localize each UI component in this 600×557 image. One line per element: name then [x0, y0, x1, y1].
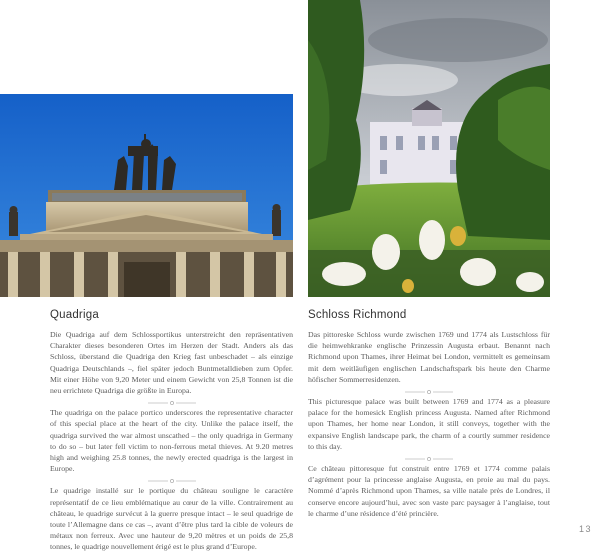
quadriga-paragraph-de: Die Quadriga auf dem Schlossportikus unterstreicht den repräsentativen Charakter dieses besonderen Ortes im Herzen der Stadt. Anders als das Schloss, überstand die Quadriga den Krieg fast unbeschadet – als einzige Quadriga Deutschlands –, fiel später jedoch Buntmetalldieben zum Opfer. Mit einer Höhe von 9,20 Meter und einem Gewicht von 25,8 Tonnen ist die neu errichtete Quadriga die größte in Europa.: [50, 330, 293, 396]
ornamental-divider-icon: [308, 452, 550, 463]
quadriga-heading: Quadriga: [50, 309, 99, 321]
schloss-richmond-heading: Schloss Richmond: [308, 309, 407, 321]
quadriga-paragraph-en: The quadriga on the palace portico underscores the representative character of this special place at the heart of the city. Unlike the palace itself, the quadriga survived the war almost unscathed – the only quadriga in Germany to do so – but later fell victim to non-ferrous metal thieves. At 9.20 metres high and weighing 25.8 tonnes, the newly erected quadriga is the largest in Europe.: [50, 408, 293, 474]
schloss-richmond-paragraph-fr: Ce château pittoresque fut construit entre 1769 et 1774 comme palais d’agrément pour la princesse anglaise Augusta, en proie au mal du pays. Nommé d’après Richmond upon Thames, sa ville natale près de Londres, il conserve encore aujourd’hui, avec son vaste parc paysager à l’anglaise, tout le charme d’une résidence d’été princière.: [308, 464, 550, 518]
ornamental-divider-icon: [50, 474, 293, 485]
quadriga-photo: [0, 94, 293, 297]
page-number: 13: [578, 524, 592, 534]
schloss-richmond-paragraph-de: Das pittoreske Schloss wurde zwischen 1769 und 1774 als Lustschloss für die heimwehkranke englische Prinzessin Augusta erbaut. Benannt nach Richmond upon Thames, ihrer Heimat bei London, vermittelt es gemeinsam mit dem weitläufigen englischen Landschaftspark bis heute den Charme höfischer Sommerresidenzen.: [308, 330, 550, 384]
ornamental-divider-icon: [308, 385, 550, 396]
quadriga-text-column: [50, 309, 293, 553]
quadriga-paragraph-fr: Le quadrige installé sur le portique du château souligne le caractère représentatif de ce lieu emblématique au cœur de la ville. Contrairement au château, le quadrige survécut à la guerre presque intact – le seul quadrige de toute l’Allemagne dans ce cas –, avant d’être plus tard la cible de voleurs de métaux non ferreux. Avec une hauteur de 9,20 mètres et un poids de 25,8 tonnes, le quadrige nouvellement érigé est le plus grand d’Europe.: [50, 486, 293, 552]
schloss-richmond-text-column: [308, 309, 550, 519]
schloss-richmond-paragraph-en: This picturesque palace was built between 1769 and 1774 as a pleasure palace for the homesick English princess Augusta. Named after Richmond upon Thames, her home near London, it still conveys, together with the expansive English landscape park, the charm of a courtly summer residence to this day.: [308, 397, 550, 451]
ornamental-divider-icon: [50, 396, 293, 407]
schloss-richmond-photo: [308, 0, 550, 297]
